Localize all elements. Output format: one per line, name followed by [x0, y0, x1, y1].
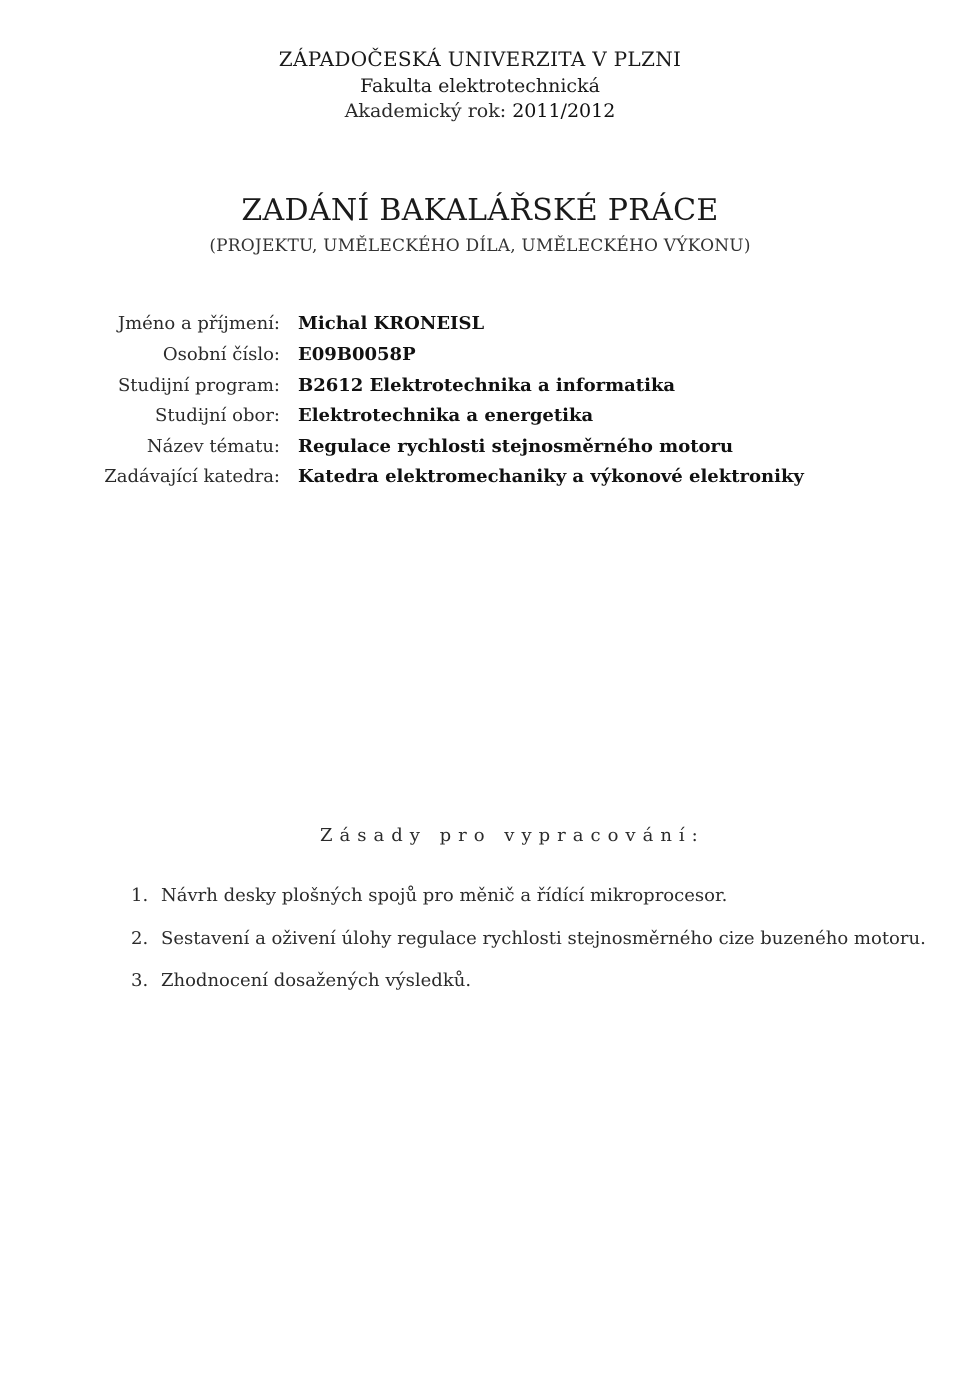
info-value: B2612 Elektrotechnika a informatika: [298, 375, 676, 396]
info-row-topic: [0, 436, 960, 466]
principle-text: Zhodnocení dosažených výsledků.: [161, 970, 472, 991]
principles-heading: Zásady pro vypracování:: [320, 825, 705, 846]
principle-text: Sestavení a oživení úlohy regulace rychlosti stejnosměrného cize buzeného motoru.: [161, 928, 926, 949]
document-title: ZADÁNÍ BAKALÁŘSKÉ PRÁCE: [241, 193, 719, 228]
info-label: Osobní číslo:: [162, 344, 280, 365]
info-row-personal-number: [0, 344, 960, 374]
info-value: Regulace rychlosti stejnosměrného motoru: [298, 436, 734, 457]
info-row-department: [0, 466, 960, 496]
document-subtitle: (PROJEKTU, UMĚLECKÉHO DÍLA, UMĚLECKÉHO VÝKONU): [209, 236, 751, 256]
info-value: Katedra elektromechaniky a výkonové elektroniky: [298, 466, 804, 487]
info-label: Název tématu:: [146, 436, 280, 457]
info-value: Michal KRONEISL: [298, 313, 485, 334]
info-value: E09B0058P: [298, 344, 416, 365]
academic-year-value: 2011/2012: [512, 100, 616, 122]
info-row-name: [0, 313, 960, 343]
university-name: ZÁPADOČESKÁ UNIVERZITA V PLZNI: [278, 47, 682, 71]
academic-year-label: Akademický rok:: [344, 100, 507, 122]
info-label: Jméno a příjmení:: [117, 313, 280, 334]
principle-number: 3.: [131, 970, 149, 991]
principle-text: Návrh desky plošných spojů pro měnič a řídící mikroprocesor.: [161, 885, 728, 906]
info-label: Zadávající katedra:: [104, 466, 280, 487]
info-row-study-program: [0, 375, 960, 405]
faculty-name: Fakulta elektrotechnická: [360, 75, 600, 97]
principle-item: [131, 928, 926, 949]
principle-item: [131, 885, 727, 906]
info-label: Studijní program:: [117, 375, 280, 396]
principle-item: [131, 970, 471, 991]
info-row-study-field: [0, 405, 960, 435]
info-value: Elektrotechnika a energetika: [298, 405, 594, 426]
info-label: Studijní obor:: [155, 405, 280, 426]
principle-number: 1.: [131, 885, 149, 906]
academic-year-line: [0, 100, 960, 122]
principle-number: 2.: [131, 928, 149, 949]
